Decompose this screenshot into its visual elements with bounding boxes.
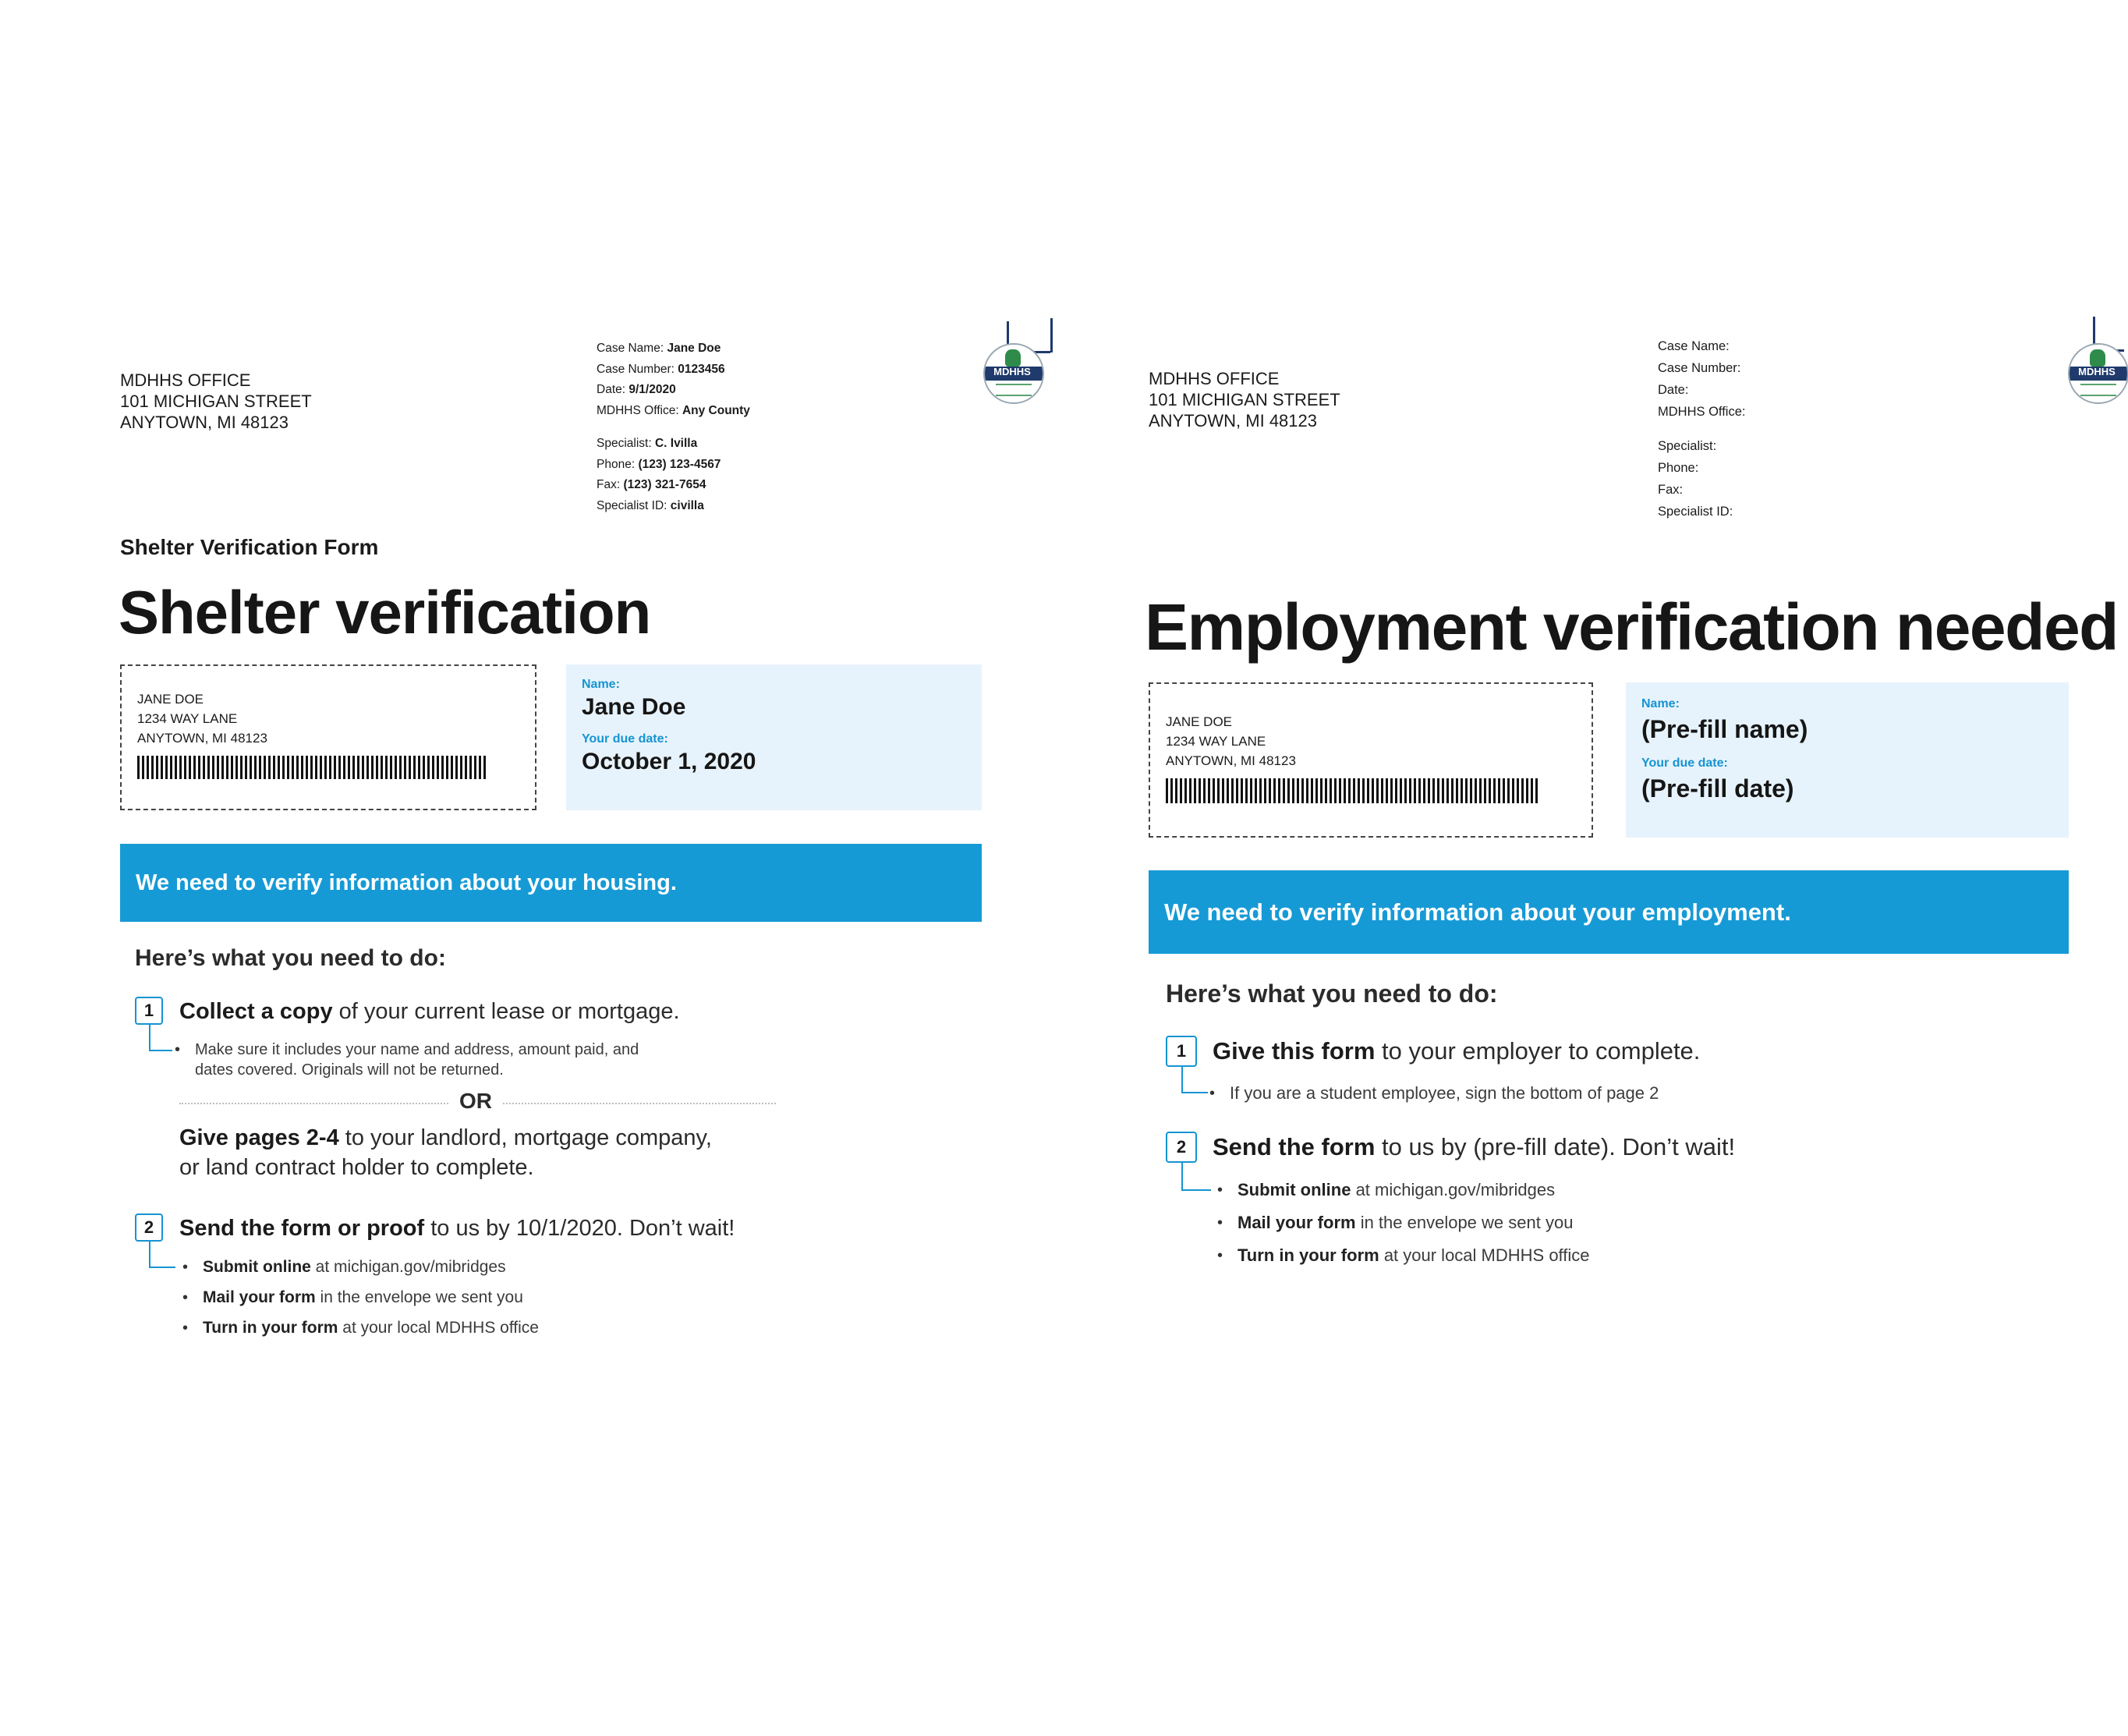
step-1-note: • If you are a student employee, sign the bottom of page 2 xyxy=(1230,1083,1659,1104)
case-office: MDHHS Office: Any County xyxy=(597,403,750,417)
case-details xyxy=(597,338,750,516)
office-address: MDHHS OFFICE 101 MICHIGAN STREET ANYTOWN, MI 48123 xyxy=(120,370,312,432)
case-date: Date: 9/1/2020 xyxy=(597,383,676,396)
mdhhs-logo-icon: MDHHS xyxy=(2068,343,2128,404)
bullet-submit-online: • Submit online at michigan.gov/mibridges xyxy=(1237,1180,1555,1200)
office-address: MDHHS OFFICE 101 MICHIGAN STREET ANYTOWN, MI 48123 xyxy=(1149,369,1340,430)
step-number: 2 xyxy=(1166,1132,1197,1163)
bullet-mail-form: • Mail your form in the envelope we sent you xyxy=(203,1288,523,1308)
case-number: Case Number: 0123456 xyxy=(597,362,725,376)
bullet-turn-in-form: • Turn in your form at your local MDHHS office xyxy=(1237,1245,1590,1266)
case-name: Case Name: Jane Doe xyxy=(597,342,721,355)
case-number: Case Number: xyxy=(1658,361,1741,375)
specialist-name: Specialist: C. Ivilla xyxy=(597,437,698,450)
or-divider: OR xyxy=(448,1089,503,1114)
mdhhs-logo-icon: MDHHS xyxy=(983,343,1044,404)
case-date: Date: xyxy=(1658,383,1689,397)
specialist-fax: Fax: (123) 321-7654 xyxy=(597,478,706,491)
due-date: (Pre-fill date) xyxy=(1641,774,1794,802)
barcode-icon xyxy=(137,756,488,779)
barcode-icon xyxy=(1166,778,1542,803)
bullet-turn-in-form: • Turn in your form at your local MDHHS office xyxy=(203,1318,539,1338)
due-date: October 1, 2020 xyxy=(582,749,756,774)
alternative-option: Give pages 2-4 to your landlord, mortgage company, xyxy=(179,1125,712,1150)
step-2-text: Send the form or proof to us by 10/1/2020. Don’t wait! xyxy=(179,1216,735,1241)
info-banner: We need to verify information about your housing. xyxy=(120,844,982,922)
mailing-address-box: JANE DOE 1234 WAY LANE ANYTOWN, MI 48123 xyxy=(120,664,536,810)
todo-heading: Here’s what you need to do: xyxy=(1166,980,1498,1008)
specialist-id: Specialist ID: xyxy=(1658,505,1733,519)
step-1-note-continued: dates covered. Originals will not be returned. xyxy=(195,1061,504,1079)
employment-verification-form xyxy=(1064,0,2128,1736)
recipient-info-box: Name: (Pre-fill name) Your due date: (Pre-fill date) xyxy=(1626,682,2069,838)
specialist-phone: Phone: (123) 123-4567 xyxy=(597,457,721,471)
step-number: 2 xyxy=(135,1213,163,1242)
step-1-text: Collect a copy of your current lease or mortgage. xyxy=(179,999,680,1024)
recipient-name: Jane Doe xyxy=(582,694,686,720)
alternative-option-continued: or land contract holder to complete. xyxy=(179,1155,534,1180)
specialist-fax: Fax: xyxy=(1658,483,1684,497)
mailing-address-box: JANE DOE 1234 WAY LANE ANYTOWN, MI 48123 xyxy=(1149,682,1593,838)
step-2-text: Send the form to us by (pre-fill date). Don’t wait! xyxy=(1213,1133,1736,1160)
page-title: Employment verification needed xyxy=(1145,590,2118,664)
step-number: 1 xyxy=(1166,1036,1197,1067)
specialist-name: Specialist: xyxy=(1658,439,1717,453)
case-name: Case Name: xyxy=(1658,339,1730,353)
case-details xyxy=(1658,335,1745,523)
specialist-id: Specialist ID: civilla xyxy=(597,498,704,512)
step-1-note: • Make sure it includes your name and address, amount paid, and xyxy=(195,1040,639,1060)
step-1-text: Give this form to your employer to complete. xyxy=(1213,1037,1701,1065)
case-office: MDHHS Office: xyxy=(1658,405,1746,419)
info-banner: We need to verify information about your employment. xyxy=(1149,870,2069,954)
recipient-info-box: Name: Jane Doe Your due date: October 1, 2020 xyxy=(566,664,982,810)
specialist-phone: Phone: xyxy=(1658,461,1699,475)
bullet-submit-online: • Submit online at michigan.gov/mibridges xyxy=(203,1257,506,1277)
step-number: 1 xyxy=(135,997,163,1025)
page-title: Shelter verification xyxy=(119,578,651,647)
form-label: Shelter Verification Form xyxy=(120,535,379,559)
todo-heading: Here’s what you need to do: xyxy=(135,945,446,971)
bullet-mail-form: • Mail your form in the envelope we sent you xyxy=(1237,1213,1573,1233)
recipient-name: (Pre-fill name) xyxy=(1641,715,1808,743)
